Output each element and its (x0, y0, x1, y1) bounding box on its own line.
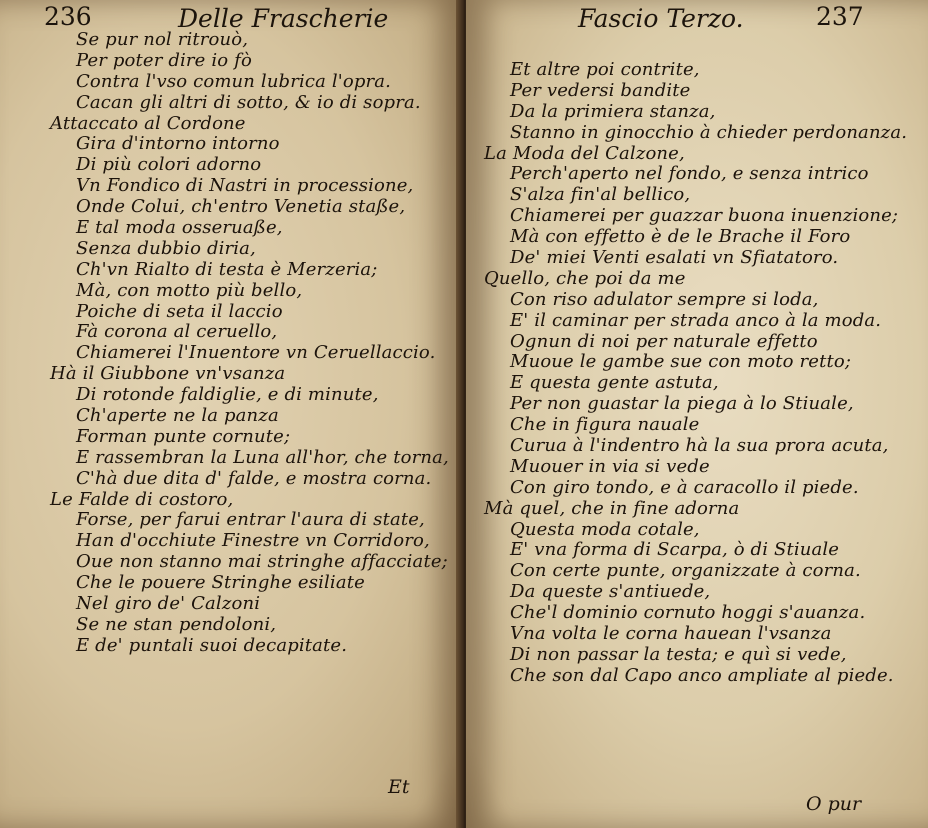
verse-line: Che'l dominio cornuto hoggi s'auanza. (510, 602, 866, 624)
verse-line: Vn Fondico di Nastri in processione, (76, 175, 414, 197)
verse-line: Chiamerei l'Inuentore vn Ceruellaccio. (76, 342, 436, 364)
verse-line: Quello, che poi da me (484, 267, 686, 289)
verse-line: S'alza fin'al bellico, (510, 184, 691, 206)
verse-line: Gira d'intorno intorno (76, 133, 280, 155)
verse-line: Di non passar la testa; e quì si vede, (510, 643, 847, 665)
verse-line: Han d'occhiute Finestre vn Corridoro, (76, 530, 430, 552)
left-catchword: Et (388, 776, 410, 798)
verse-line: Per poter dire io fò (76, 49, 252, 71)
verse-line: Contra l'vso comun lubrica l'opra. (76, 70, 392, 92)
verse-line: De' miei Venti esalati vn Sfiatatoro. (510, 247, 839, 269)
left-page (0, 0, 462, 828)
verse-line: C'hà due dita d' falde, e mostra corna. (76, 467, 432, 489)
right-page-number: 237 (816, 2, 864, 31)
verse-line: Onde Colui, ch'entro Venetia staße, (76, 196, 406, 218)
verse-line: Muoue le gambe sue con moto retto; (510, 351, 852, 373)
right-page (466, 0, 928, 828)
verse-line: E tal moda osseruaße, (76, 217, 283, 239)
verse-line: Mà quel, che in fine adorna (484, 497, 740, 519)
verse-line: Stanno in ginocchio à chieder perdonanza. (510, 121, 908, 143)
verse-line: Ognun di noi per naturale effetto (510, 330, 818, 352)
verse-line: Attaccato al Cordone (50, 112, 246, 134)
verse-line: Se ne stan pendoloni, (76, 613, 277, 635)
verse-line: Curua à l'indentro hà la sua prora acuta, (510, 435, 889, 457)
verse-line: Senza dubbio diria, (76, 237, 256, 259)
verse-line: La Moda del Calzone, (484, 142, 685, 164)
verse-line: E' il caminar per strada anco à la moda. (510, 309, 882, 331)
verse-line: Poiche di seta il laccio (76, 300, 283, 322)
verse-line: Da queste s'antiuede, (510, 581, 711, 603)
left-verse-block (50, 30, 449, 657)
verse-line: Perch'aperto nel fondo, e senza intrico (510, 163, 869, 185)
verse-line: Cacan gli altri di sotto, & io di sopra. (76, 91, 421, 113)
verse-line: Oue non stanno mai stringhe affacciate; (76, 551, 448, 573)
right-running-title: Fascio Terzo. (578, 4, 744, 33)
verse-line: E rassembran la Luna all'hor, che torna, (76, 446, 449, 468)
verse-line: Se pur nol ritrouò, (76, 29, 249, 50)
verse-line: Forse, per farui entrar l'aura di state, (76, 509, 425, 531)
verse-line: Mà con effetto è de le Brache il Foro (510, 226, 851, 248)
right-page-header (466, 2, 928, 42)
verse-line: Di rotonde faldiglie, e di minute, (76, 384, 379, 406)
left-running-title: Delle Frascherie (178, 4, 389, 33)
verse-line: Mà, con motto più bello, (76, 279, 303, 301)
verse-line: Ch'vn Rialto di testa è Merzeria; (76, 258, 378, 280)
verse-line: Muouer in via si vede (510, 455, 710, 477)
verse-line: Hà il Giubbone vn'vsanza (50, 363, 286, 385)
verse-line: Che le pouere Stringhe esiliate (76, 572, 365, 594)
verse-line: Per vedersi bandite (510, 79, 691, 101)
verse-line: Et altre poi contrite, (510, 59, 700, 80)
verse-line: Nel giro de' Calzoni (76, 593, 261, 615)
verse-line: Chiamerei per guazzar buona inuenzione; (510, 205, 899, 227)
verse-line: Che in figura nauale (510, 414, 700, 436)
verse-line: E questa gente astuta, (510, 372, 719, 394)
verse-line: Le Falde di costoro, (50, 488, 234, 510)
verse-line: Che son dal Capo anco ampliate al piede. (510, 664, 894, 686)
right-verse-block (484, 60, 907, 687)
verse-line: E de' puntali suoi decapitate. (76, 634, 348, 656)
verse-line: Questa moda cotale, (510, 518, 700, 540)
verse-line: Da la primiera stanza, (510, 100, 716, 122)
verse-line: Con giro tondo, e à caracollo il piede. (510, 476, 859, 498)
left-page-number: 236 (44, 2, 92, 31)
verse-line: E' vna forma di Scarpa, ò di Stiuale (510, 539, 840, 561)
verse-line: Forman punte cornute; (76, 425, 291, 447)
verse-line: Vna volta le corna hauean l'vsanza (510, 623, 832, 645)
right-catchword: O pur (806, 793, 862, 815)
verse-line: Con certe punte, organizzate à corna. (510, 560, 861, 582)
verse-line: Fà corona al ceruello, (76, 321, 278, 343)
verse-line: Per non guastar la piega à lo Stiuale, (510, 393, 854, 415)
verse-line: Con riso adulator sempre si loda, (510, 288, 819, 310)
verse-line: Ch'aperte ne la panza (76, 405, 279, 427)
verse-line: Di più colori adorno (76, 154, 262, 176)
